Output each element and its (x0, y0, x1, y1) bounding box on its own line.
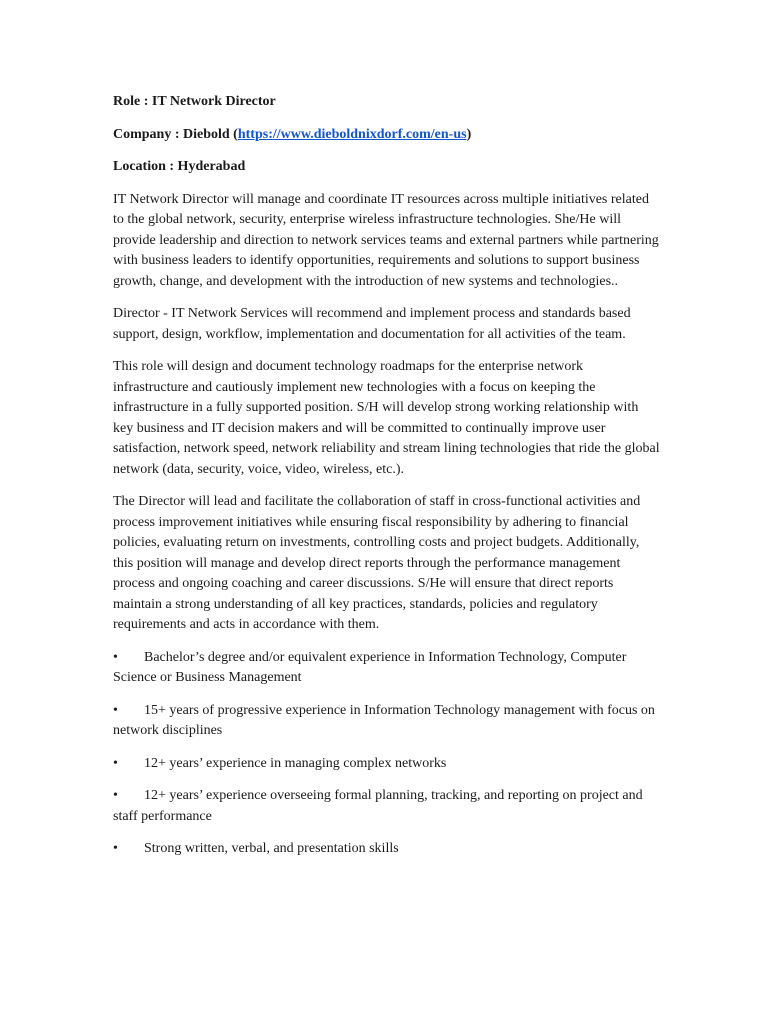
company-link[interactable]: https://www.dieboldnixdorf.com/en-us (237, 126, 467, 142)
bullet-marker: • (113, 788, 118, 803)
list-item-text: Bachelor’s degree and/or equivalent experience in Information Technology, Computer Science or Business Management (113, 649, 627, 685)
bullet-marker: • (113, 755, 118, 771)
paragraph-leadership: The Director will lead and facilitate the collaboration of staff in cross-functional activities and process improvement initiatives while ensuring fiscal responsibility by adhering to financial policies, evaluating return on investments, controlling costs and project budgets. Additionally, this position will manage and develop direct reports through the performance management process and ongoing coaching and career discussions. S/He will ensure that direct reports maintain a strong understanding of all key practices, standards, policies and regulatory requirements and acts in accordance with them. (113, 494, 641, 632)
list-item (113, 701, 661, 742)
company-suffix: ) (466, 126, 472, 142)
bullet-marker: • (113, 702, 118, 718)
company-prefix: Company : Diebold ( (113, 126, 238, 142)
location-heading: Location : Hyderabad (113, 159, 246, 174)
paragraph-services: Director - IT Network Services will recommend and implement process and standards based support, design, workflow, implementation and documentation for all activities of the team. (113, 306, 631, 342)
document-body (113, 92, 661, 872)
list-item (113, 648, 661, 689)
bullet-marker: • (113, 649, 118, 665)
list-item-text: 12+ years’ experience in managing complex networks (144, 755, 447, 771)
list-item-text: 12+ years’ experience overseeing formal planning, tracking, and reporting on project and staff performance (113, 788, 643, 824)
bullet-marker: • (113, 841, 118, 856)
list-item-text: 15+ years of progressive experience in Information Technology management with focus on network disciplines (113, 702, 655, 738)
company-heading (113, 125, 661, 146)
paragraph-roadmaps: This role will design and document technology roadmaps for the enterprise network infrastructure and cautiously implement new technologies with a focus on keeping the infrastructure in a fully supported position. S/H will develop strong working relationship with key business and IT decision makers and will be committed to continually improve user satisfaction, network speed, network reliability and stream lining technologies that ride the global network (data, security, voice, video, wireless, etc.). (113, 359, 660, 477)
paragraph-overview: IT Network Director will manage and coordinate IT resources across multiple initiatives related to the global network, security, enterprise wireless infrastructure technologies. She/He will provide leadership and direction to network services teams and external partners while partnering with business leaders to identify opportunities, requirements and solutions to support business growth, change, and development with the introduction of new systems and technologies.. (113, 191, 659, 289)
list-item (113, 839, 661, 860)
list-item (113, 786, 661, 827)
list-item (113, 754, 661, 775)
role-heading: Role : IT Network Director (113, 94, 276, 109)
list-item-text: Strong written, verbal, and presentation skills (144, 841, 399, 856)
